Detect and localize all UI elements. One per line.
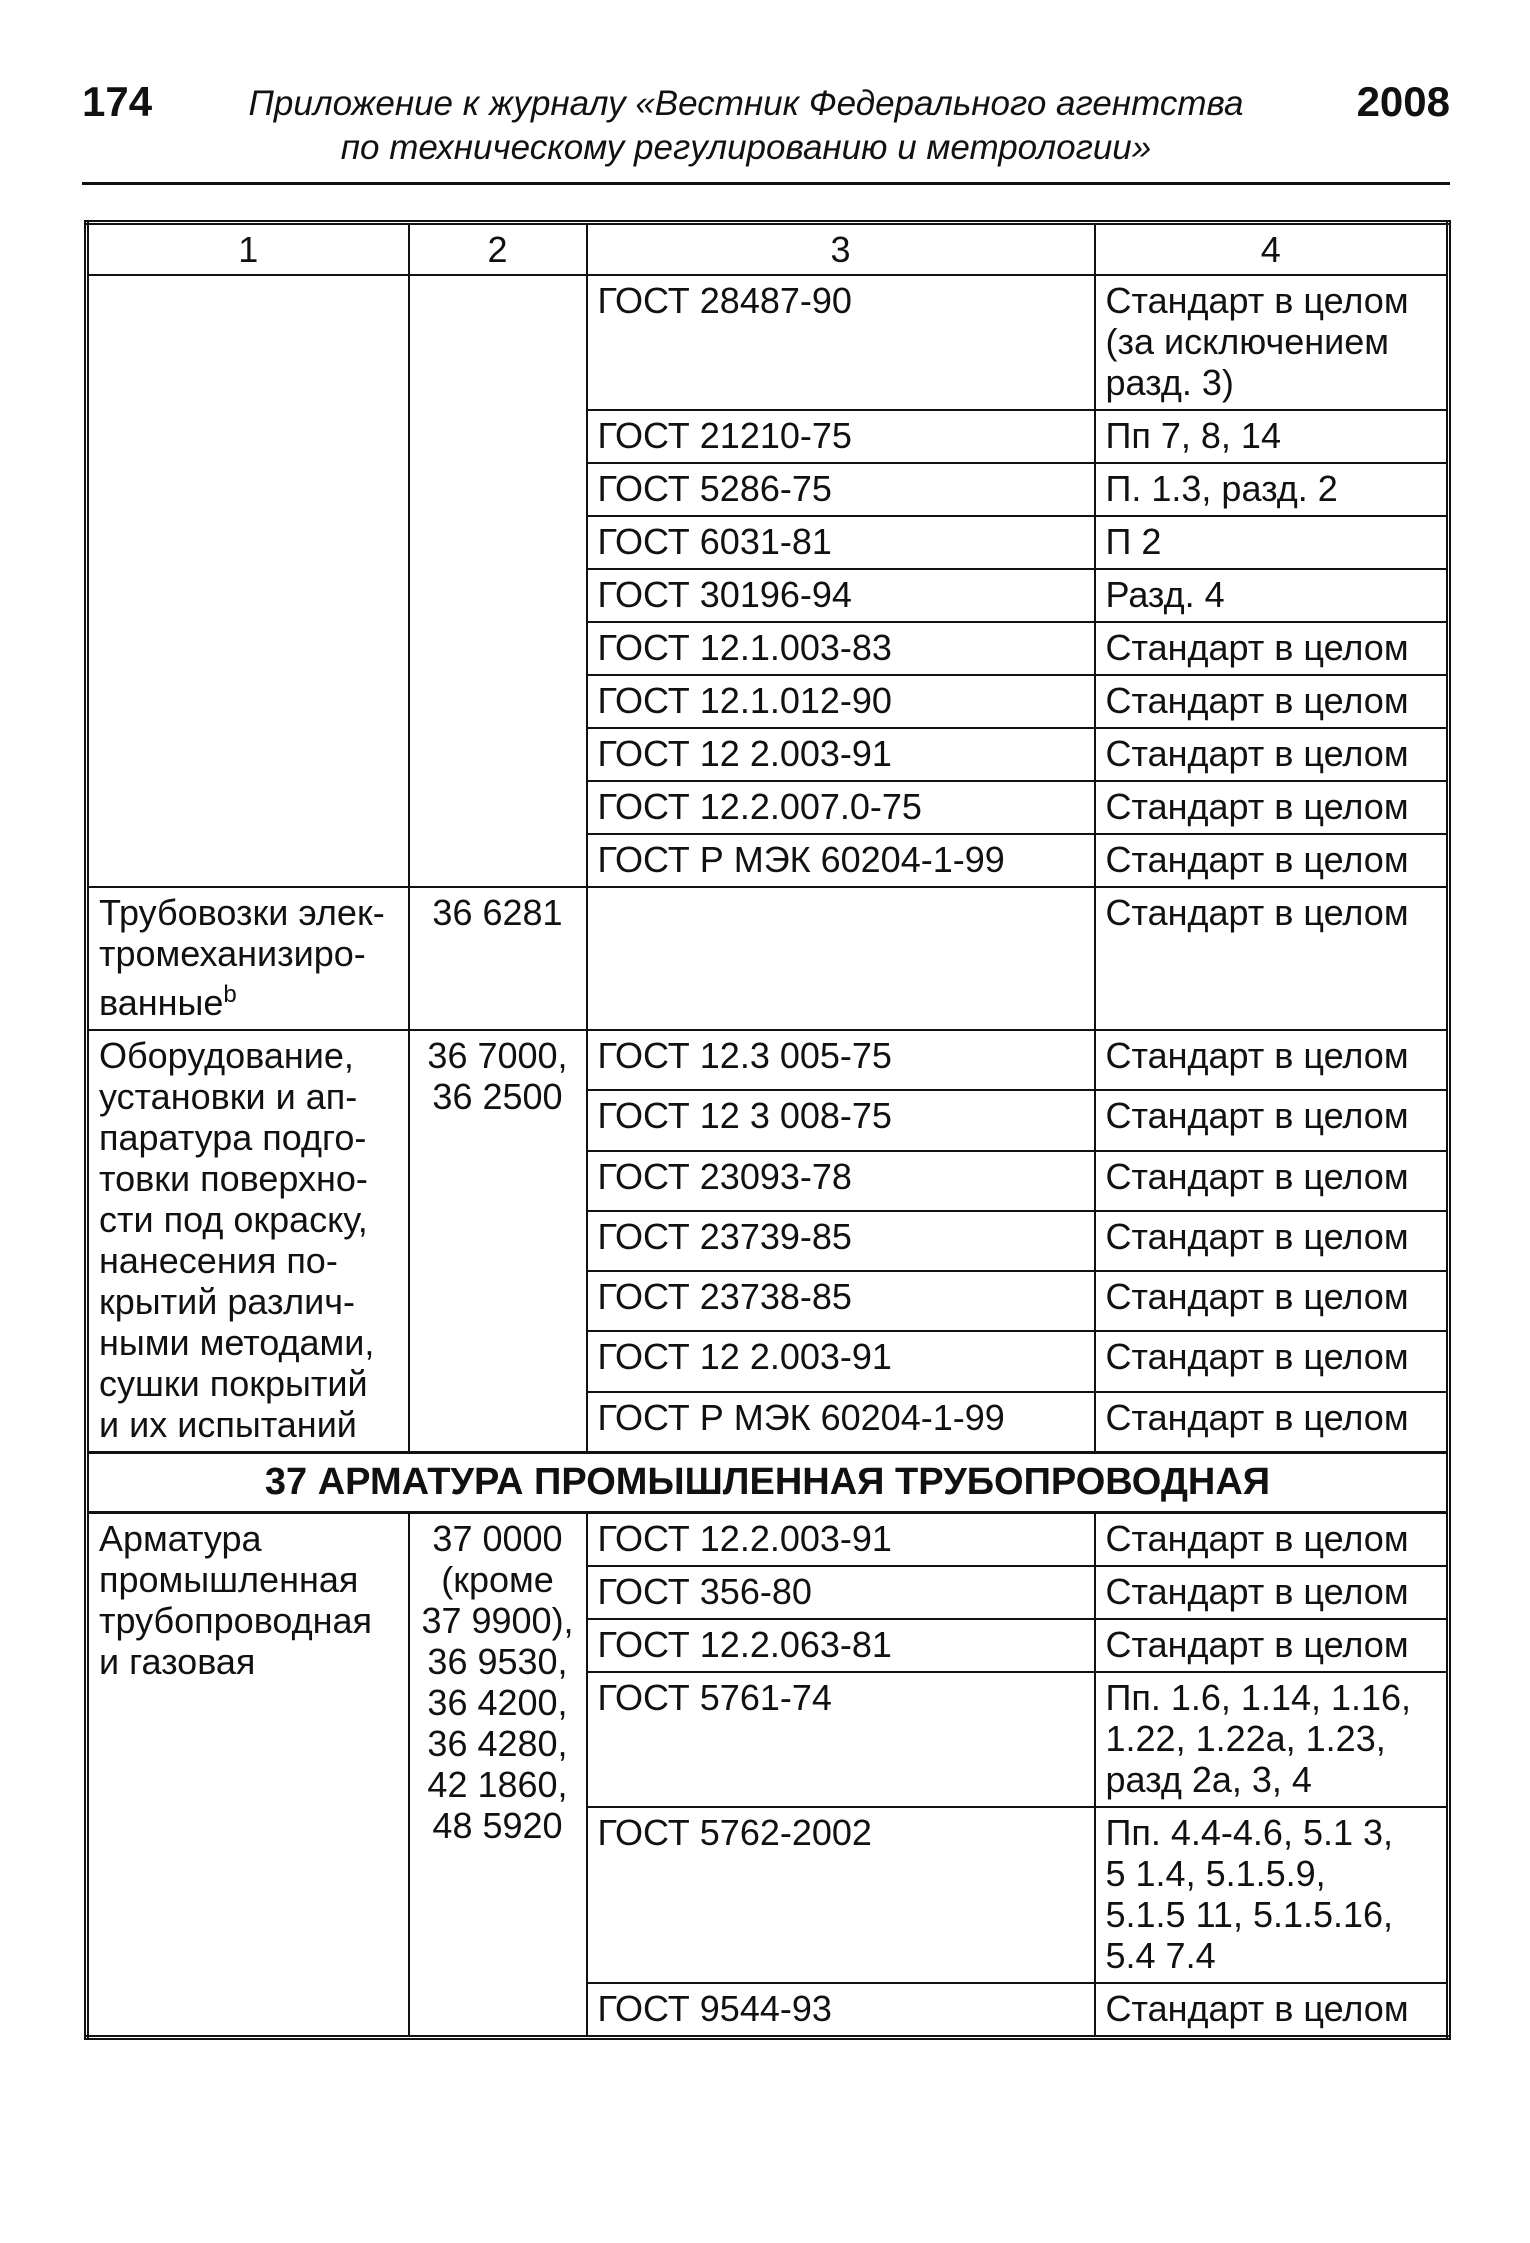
standard-cell [587, 887, 1095, 1030]
scope-cell: Стандарт в целом [1095, 1513, 1449, 1567]
column-header-2: 2 [409, 223, 587, 276]
product-cell: Оборудование, установки и ап- паратура подго- товки поверхно- сти под окраску, нанесения по- крытий различ- ными методами, сушки покрытий и их испытаний [87, 1030, 409, 1453]
table-row [87, 1513, 1449, 1567]
scope-cell: Стандарт в целом [1095, 887, 1449, 1030]
scope-cell: Стандарт в целом [1095, 1619, 1449, 1672]
section-title: 37 АРМАТУРА ПРОМЫШЛЕННАЯ ТРУБОПРОВОДНАЯ [87, 1453, 1449, 1513]
standard-cell: ГОСТ 12.1.003-83 [587, 622, 1095, 675]
standard-cell: ГОСТ 21210-75 [587, 410, 1095, 463]
scope-cell: Стандарт в целом [1095, 781, 1449, 834]
column-header-4: 4 [1095, 223, 1449, 276]
product-cell-empty [87, 275, 409, 887]
scope-cell: Стандарт в целом [1095, 1211, 1449, 1271]
scope-cell: Разд. 4 [1095, 569, 1449, 622]
code-cell: 36 6281 [409, 887, 587, 1030]
scope-cell: Стандарт в целом [1095, 1151, 1449, 1211]
header-rule [82, 182, 1450, 185]
scope-cell: Стандарт в целом [1095, 1983, 1449, 2038]
standards-table-body [87, 223, 1449, 2038]
column-header-3: 3 [587, 223, 1095, 276]
standard-cell: ГОСТ 23739-85 [587, 1211, 1095, 1271]
standard-cell: ГОСТ 356-80 [587, 1566, 1095, 1619]
standard-cell: ГОСТ 5762-2002 [587, 1807, 1095, 1983]
scope-cell: Стандарт в целом (за исключением разд. 3) [1095, 275, 1449, 410]
section-row [87, 1453, 1449, 1513]
standard-cell: ГОСТ 23738-85 [587, 1271, 1095, 1331]
journal-title-line-1: Приложение к журналу «Вестник Федерального агентства [248, 84, 1244, 123]
code-cell-empty [409, 275, 587, 887]
product-cell [87, 887, 409, 1030]
standard-cell: ГОСТ 5286-75 [587, 463, 1095, 516]
scope-cell: Стандарт в целом [1095, 1566, 1449, 1619]
scope-cell: Стандарт в целом [1095, 622, 1449, 675]
standard-cell: ГОСТ 28487-90 [587, 275, 1095, 410]
standard-cell: ГОСТ 12.2.063-81 [587, 1619, 1095, 1672]
standard-cell: ГОСТ 12.2.003-91 [587, 1513, 1095, 1567]
scope-cell: Стандарт в целом [1095, 1392, 1449, 1453]
scope-cell: Пп. 4.4-4.6, 5.1 3, 5 1.4, 5.1.5.9, 5.1.5 11, 5.1.5.16, 5.4 7.4 [1095, 1807, 1449, 1983]
standard-cell: ГОСТ Р МЭК 60204-1-99 [587, 1392, 1095, 1453]
scope-cell: Пп 7, 8, 14 [1095, 410, 1449, 463]
standard-cell: ГОСТ 23093-78 [587, 1151, 1095, 1211]
column-header-1: 1 [87, 223, 409, 276]
code-cell: 37 0000 (кроме 37 9900), 36 9530, 36 4200, 36 4280, 42 1860, 48 5920 [409, 1513, 587, 2038]
standard-cell: ГОСТ 12.2.007.0-75 [587, 781, 1095, 834]
scope-cell: Стандарт в целом [1095, 728, 1449, 781]
standard-cell: ГОСТ 6031-81 [587, 516, 1095, 569]
standard-cell: ГОСТ Р МЭК 60204-1-99 [587, 834, 1095, 887]
code-cell: 36 7000, 36 2500 [409, 1030, 587, 1453]
scope-cell: Стандарт в целом [1095, 834, 1449, 887]
scope-cell: Стандарт в целом [1095, 1271, 1449, 1331]
journal-title [192, 82, 1300, 170]
page-header [82, 72, 1450, 182]
standard-cell: ГОСТ 12.3 005-75 [587, 1030, 1095, 1090]
scope-cell: Стандарт в целом [1095, 675, 1449, 728]
product-name: Трубовозки элек- тромеханизиро- ванные [99, 892, 385, 1023]
standard-cell: ГОСТ 5761-74 [587, 1672, 1095, 1807]
year: 2008 [1356, 78, 1450, 125]
column-header-row [87, 223, 1449, 276]
standards-table [84, 220, 1451, 2040]
standard-cell: ГОСТ 12.1.012-90 [587, 675, 1095, 728]
journal-title-line-2: по техническому регулированию и метрологии» [340, 128, 1152, 167]
table-row [87, 1030, 1449, 1090]
table-row [87, 275, 1449, 410]
standard-cell: ГОСТ 12 2.003-91 [587, 1331, 1095, 1391]
page-number: 174 [82, 78, 153, 125]
standard-cell: ГОСТ 9544-93 [587, 1983, 1095, 2038]
scope-cell: Стандарт в целом [1095, 1090, 1449, 1150]
footnote-marker: b [223, 981, 237, 1008]
standard-cell: ГОСТ 12 3 008-75 [587, 1090, 1095, 1150]
scope-cell: Стандарт в целом [1095, 1030, 1449, 1090]
scope-cell: П 2 [1095, 516, 1449, 569]
scope-cell: Стандарт в целом [1095, 1331, 1449, 1391]
scope-cell: П. 1.3, разд. 2 [1095, 463, 1449, 516]
product-cell: Арматура промышленная трубопроводная и газовая [87, 1513, 409, 2038]
table-row [87, 887, 1449, 1030]
scope-cell: Пп. 1.6, 1.14, 1.16, 1.22, 1.22а, 1.23, разд 2а, 3, 4 [1095, 1672, 1449, 1807]
standard-cell: ГОСТ 12 2.003-91 [587, 728, 1095, 781]
standard-cell: ГОСТ 30196-94 [587, 569, 1095, 622]
